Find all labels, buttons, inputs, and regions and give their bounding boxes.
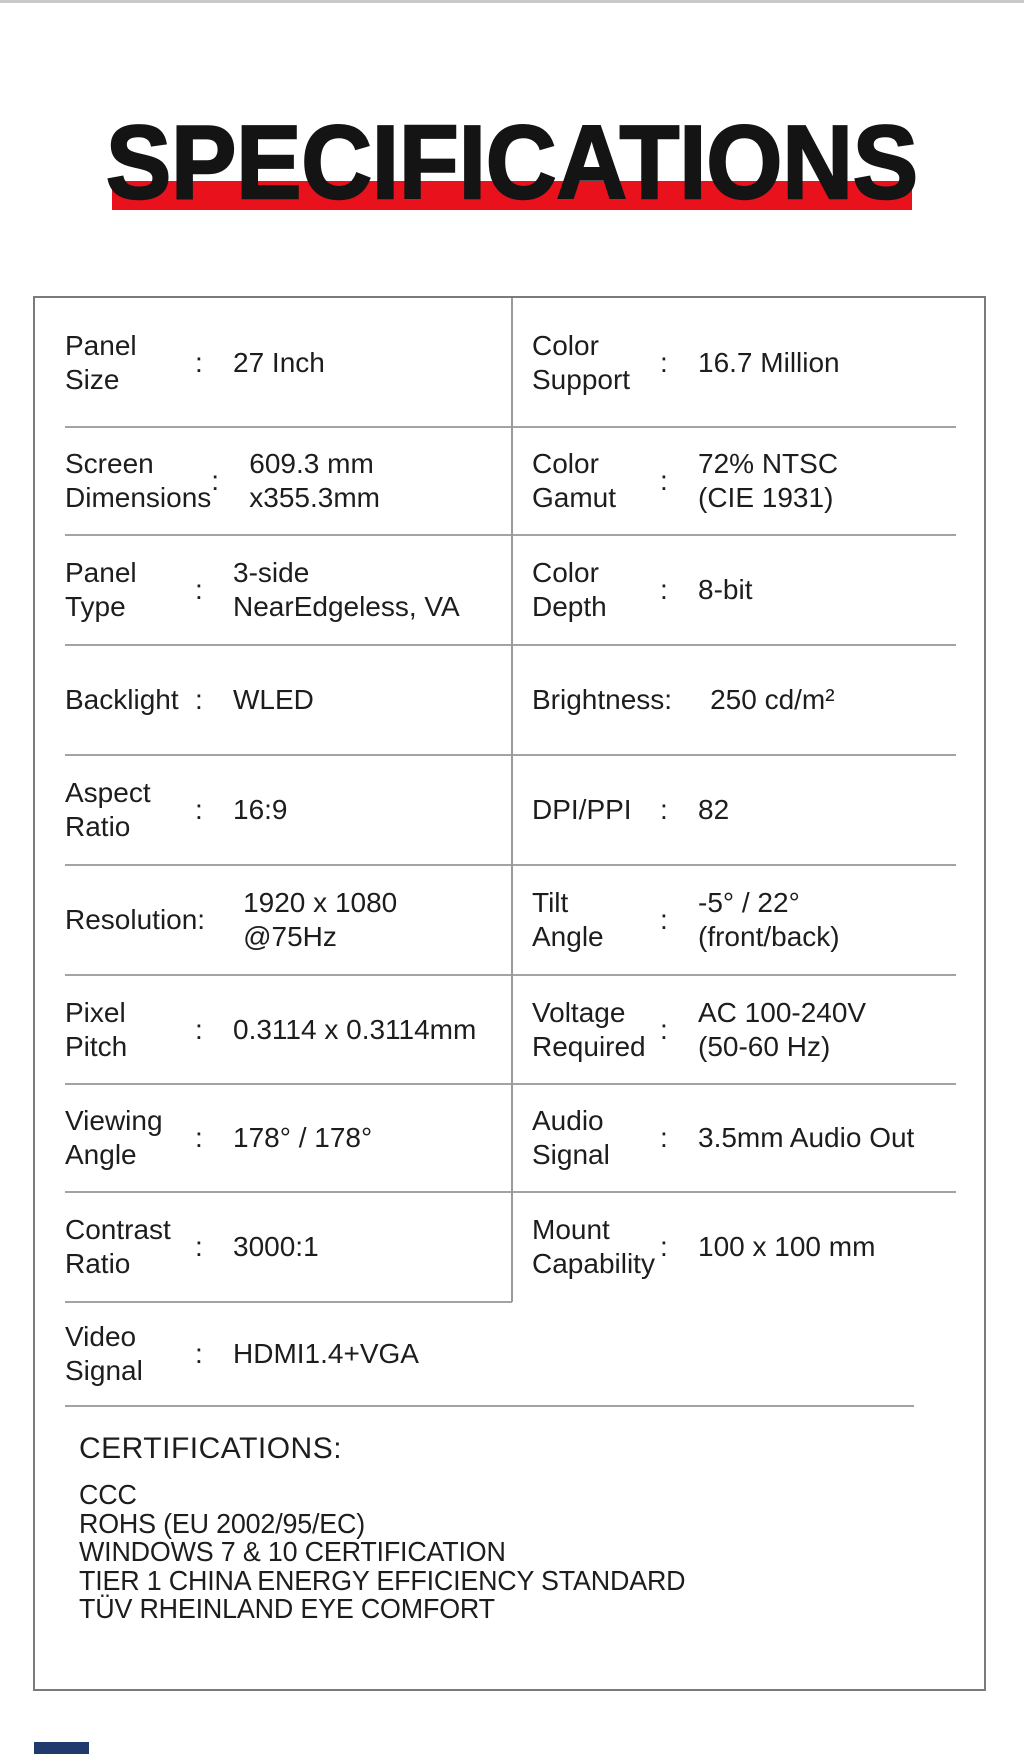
spec-label: Color Support [532, 329, 631, 395]
column-divider-line [511, 298, 513, 1302]
spec-table-right-column [512, 298, 984, 1302]
spec-colon: : [660, 574, 668, 605]
spec-row-backlight [35, 645, 512, 755]
spec-value: 16:9 [233, 794, 288, 825]
spec-label: Mount Capability [532, 1214, 655, 1279]
spec-row-color-gamut [512, 427, 984, 535]
spec-colon: : [660, 1013, 668, 1045]
spec-row-viewing-angle [35, 1084, 512, 1192]
spec-colon: : [660, 346, 668, 378]
spec-row-color-support [512, 298, 984, 427]
spec-label: Tilt Angle [532, 887, 604, 952]
certifications-heading: CERTIFICATIONS: [79, 1432, 343, 1465]
spec-value: 250 cd/m² [710, 684, 835, 715]
spec-colon: : [195, 1338, 203, 1369]
spec-value: WLED [233, 684, 314, 715]
certifications-section [35, 1406, 984, 1689]
spec-value: 3.5mm Audio Out [698, 1122, 915, 1153]
spec-value: AC 100-240V (50-60 Hz) [698, 996, 867, 1062]
spec-value: -5° / 22° (front/back) [698, 887, 840, 952]
spec-row-tilt-angle [512, 865, 984, 975]
spec-row-panel-type [35, 535, 512, 645]
spec-colon: : [195, 574, 203, 605]
spec-label: Color Depth [532, 557, 607, 622]
bottom-left-navy-mark [34, 1742, 89, 1754]
spec-label: DPI/PPI [532, 794, 632, 825]
spec-row-video-signal [35, 1302, 512, 1406]
spec-row-dpi-ppi [512, 755, 984, 865]
spec-label: Contrast Ratio [65, 1214, 171, 1279]
spec-value: 3000:1 [233, 1231, 319, 1262]
certification-item: CCC [79, 1479, 137, 1510]
spec-row-brightness [512, 645, 984, 755]
certification-item: TÜV RHEINLAND EYE COMFORT [79, 1593, 495, 1624]
spec-label: Screen Dimensions [65, 448, 212, 513]
spec-value: 8-bit [698, 574, 753, 605]
spec-row-aspect-ratio [35, 755, 512, 865]
certification-item: TIER 1 CHINA ENERGY EFFICIENCY STANDARD [79, 1564, 686, 1596]
spec-colon: : [660, 1122, 668, 1153]
spec-value: 0.3114 x 0.3114mm [233, 1013, 477, 1045]
spec-colon: : [195, 794, 203, 825]
spec-colon: : [660, 794, 668, 825]
spec-label: Panel Size [65, 329, 137, 395]
spec-label: Resolution: [65, 904, 206, 935]
spec-value: 27 Inch [233, 346, 325, 378]
spec-row-voltage-required [512, 975, 984, 1084]
spec-value: 16.7 Million [698, 346, 840, 378]
spec-row-resolution [35, 865, 512, 975]
spec-value: 1920 x 1080 @75Hz [243, 887, 398, 952]
spec-value: 82 [698, 794, 730, 825]
spec-value: 3-side NearEdgeless, VA [233, 557, 460, 622]
top-divider-line [0, 0, 1024, 3]
certification-item: ROHS (EU 2002/95/EC) [79, 1507, 365, 1539]
spec-colon: : [195, 1231, 203, 1262]
spec-colon: : [195, 346, 203, 378]
spec-colon: : [195, 684, 203, 715]
spec-value: 178° / 178° [233, 1122, 373, 1153]
spec-value: 100 x 100 mm [698, 1231, 876, 1262]
spec-label: Viewing Angle [65, 1105, 163, 1170]
spec-label: Audio Signal [532, 1105, 610, 1170]
spec-label: Voltage Required [532, 996, 646, 1062]
specifications-table [33, 296, 986, 1691]
certifications-list [79, 1481, 948, 1624]
spec-colon: : [195, 1013, 203, 1045]
spec-label: Backlight [65, 684, 179, 715]
spec-label: Video Signal [65, 1321, 143, 1386]
spec-colon: : [660, 465, 668, 496]
spec-value: HDMI1.4+VGA [233, 1338, 419, 1369]
spec-table-left-column [35, 298, 512, 1406]
spec-colon: : [195, 1122, 203, 1153]
spec-row-contrast-ratio [35, 1192, 512, 1302]
spec-row-pixel-pitch [35, 975, 512, 1084]
spec-row-mount-capability [512, 1192, 984, 1302]
spec-row-panel-size [35, 298, 512, 427]
spec-row-screen-dimensions [35, 427, 512, 535]
spec-label: Aspect Ratio [65, 777, 151, 842]
spec-label: Color Gamut [532, 448, 617, 513]
spec-row-color-depth [512, 535, 984, 645]
spec-colon: : [211, 465, 220, 496]
spec-label: Panel Type [65, 557, 137, 622]
spec-colon: : [660, 1231, 668, 1262]
spec-label: Brightness: [532, 684, 673, 715]
spec-value: 609.3 mm x355.3mm [249, 448, 380, 513]
spec-value: 72% NTSC (CIE 1931) [698, 448, 839, 513]
spec-colon: : [660, 904, 668, 935]
spec-row-audio-signal [512, 1084, 984, 1192]
certification-item: WINDOWS 7 & 10 CERTIFICATION [79, 1536, 506, 1567]
spec-label: Pixel Pitch [65, 996, 128, 1062]
page-title-banner [0, 98, 1024, 228]
page-title: SPECIFICATIONS [106, 105, 918, 221]
